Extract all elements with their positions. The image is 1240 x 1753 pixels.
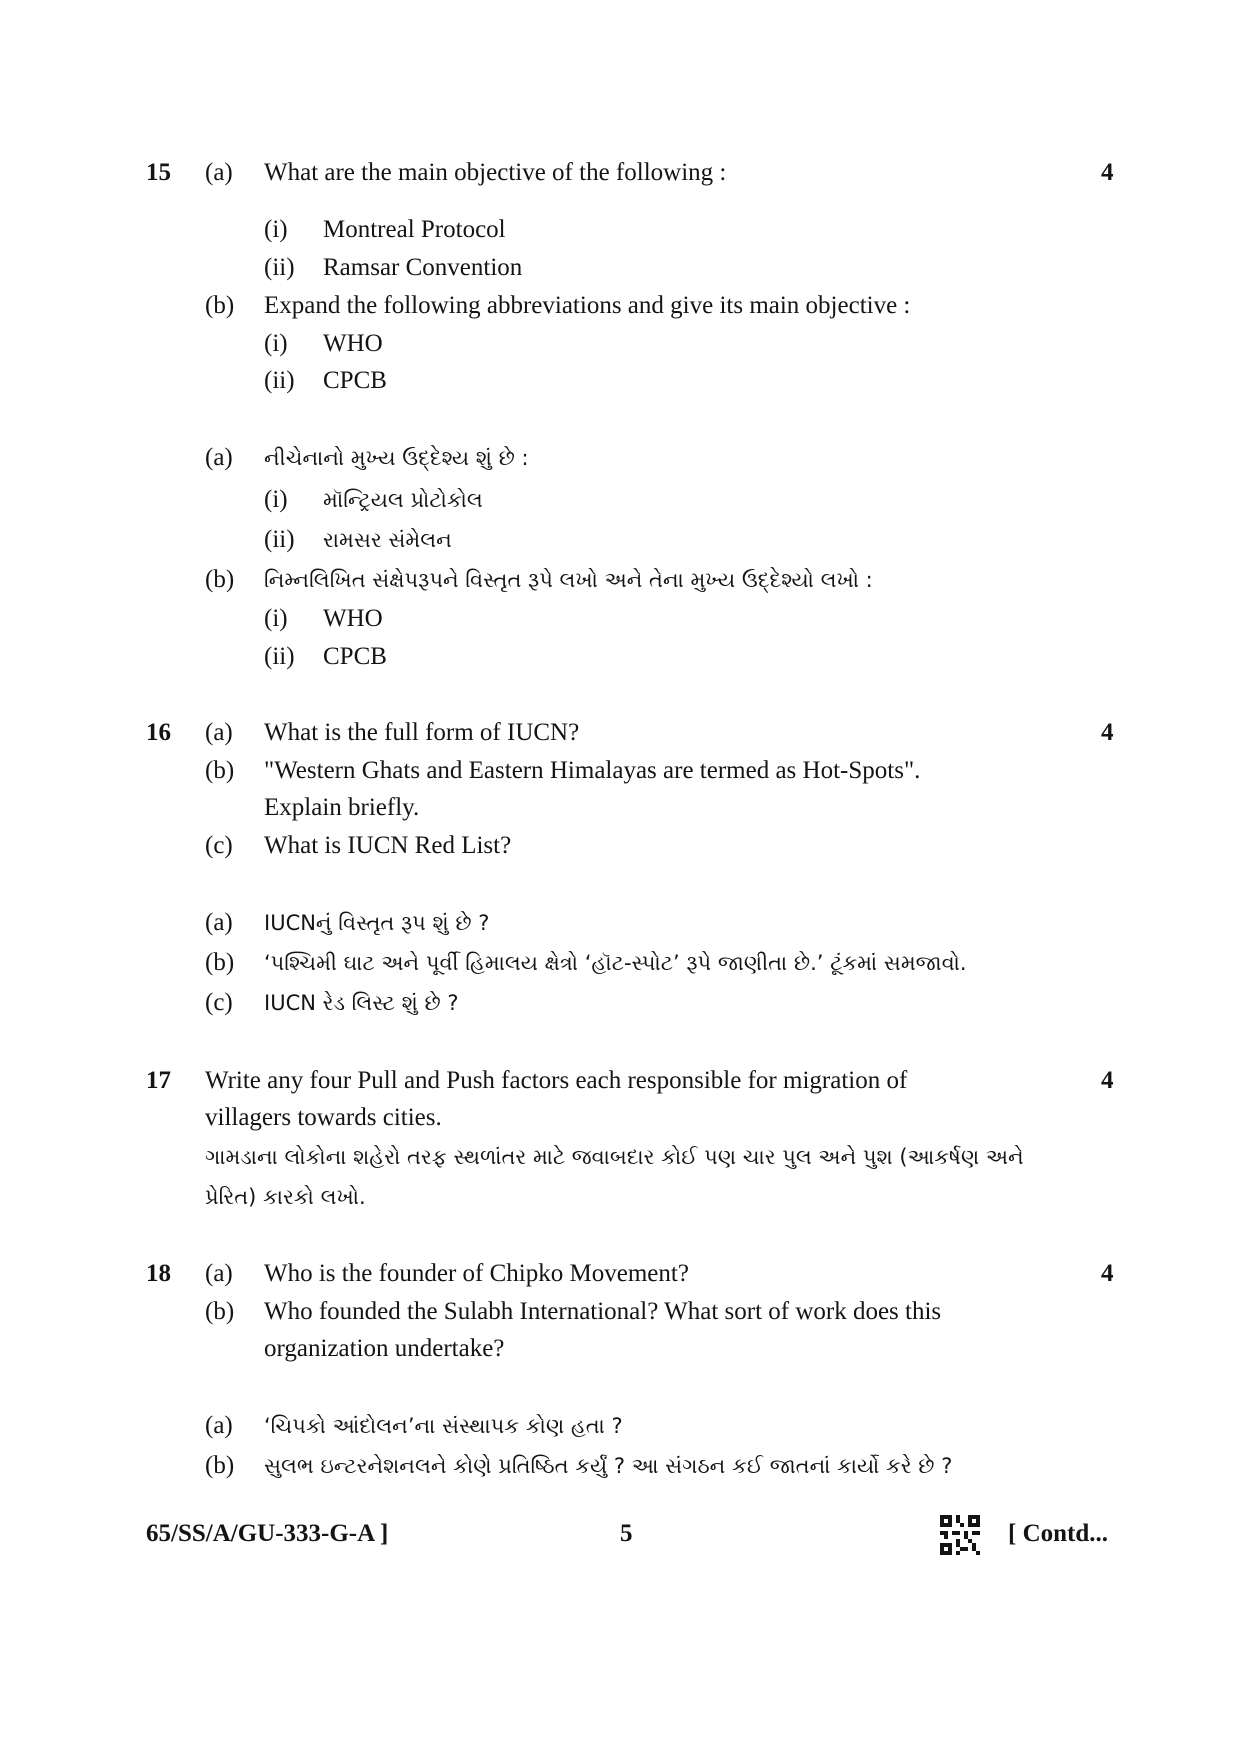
q16-gu-b-text: ‘પશ્ચિમી ઘાટ અને પૂર્વી હિમાલય ક્ષેત્રો ‘હૉટ-સ્પોટ’ રૂપે જાણીતા છે.’ ટૂંકમાં સમજાવો. [264, 951, 967, 975]
q15-b-label: (b) [205, 292, 235, 319]
q16-c-label: (c) [205, 832, 233, 859]
q16-a-text: What is the full form of IUCN? [264, 719, 580, 746]
q16-gu-b-label: (b) [205, 949, 235, 976]
q18-marks: 4 [1101, 1260, 1114, 1287]
q17-text-line1: Write any four Pull and Push factors each responsible for migration of [205, 1067, 908, 1094]
q17-gu-line2: પ્રેરિત) કારકો લખો. [205, 1185, 366, 1209]
q15-gu-b-text: નિમ્નલિખિત સંક્ષેપરૂપને વિસ્તૃત રૂપે લખો અને તેના મુખ્ય ઉદ્દેશ્યો લખો : [264, 568, 873, 592]
q16-marks: 4 [1101, 719, 1114, 746]
q16-c-text: What is IUCN Red List? [264, 832, 512, 859]
q15-gu-a-text: નીચેનાનો મુખ્ય ઉદ્દેશ્ય શું છે : [264, 446, 529, 470]
q15-a-text: What are the main objective of the following : [264, 159, 727, 186]
q15-gu-a-label: (a) [205, 444, 233, 471]
q18-gu-a-label: (a) [205, 1412, 233, 1439]
q16-gu-a-text: IUCNનું વિસ્તૃત રૂપ શું છે ? [264, 911, 490, 935]
q18-b-text-line1: Who founded the Sulabh International? What sort of work does this [264, 1298, 942, 1325]
q16-gu-a-label: (a) [205, 909, 233, 936]
q16-gu-c-label: (c) [205, 989, 233, 1016]
q15-gu-b-label: (b) [205, 566, 235, 593]
q15-b-i-text: WHO [323, 330, 383, 357]
page-number: 5 [620, 1520, 633, 1547]
q18-b-label: (b) [205, 1298, 235, 1325]
q18-a-text: Who is the founder of Chipko Movement? [264, 1260, 689, 1287]
q15-gu-b-i-text: WHO [323, 605, 383, 632]
q16-a-label: (a) [205, 719, 233, 746]
q18-gu-b-text: સુલભ ઇન્ટરનેશનલને કોણે પ્રતિષ્ઠિત કર્યું ? આ સંગઠન કઈ જાતનાં કાર્યો કરે છે ? [264, 1454, 953, 1478]
q15-marks: 4 [1101, 159, 1114, 186]
q18-b-text-line2: organization undertake? [264, 1335, 505, 1362]
q17-gu-line1: ગામડાના લોકોના શહેરો તરફ સ્થળાંતર માટે જવાબદાર કોઈ પણ ચાર પુલ અને પુશ (આકર્ષણ અને [205, 1145, 1024, 1169]
q18-gu-b-label: (b) [205, 1452, 235, 1479]
q15-a-ii-text: Ramsar Convention [323, 254, 523, 281]
paper-code: 65/SS/A/GU-333-G-A ] [146, 1520, 389, 1547]
q15-gu-b-ii-label: (ii) [264, 643, 295, 670]
q15-gu-a-ii-text: રામસર સંમેલન [323, 528, 452, 552]
q15-a-ii-label: (ii) [264, 254, 295, 281]
qr-code-icon [940, 1515, 980, 1555]
q16-gu-c-text: IUCN રેડ લિસ્ટ શું છે ? [264, 991, 459, 1015]
q16-number: 16 [146, 719, 171, 746]
q15-a-label: (a) [205, 159, 233, 186]
q15-number: 15 [146, 159, 171, 186]
q15-b-i-label: (i) [264, 330, 288, 357]
q18-gu-a-text: ‘ચિપકો આંદોલન’ના સંસ્થાપક કોણ હતા ? [264, 1414, 623, 1438]
q15-b-ii-text: CPCB [323, 367, 387, 394]
q16-b-label: (b) [205, 757, 235, 784]
q18-a-label: (a) [205, 1260, 233, 1287]
q15-gu-b-i-label: (i) [264, 605, 288, 632]
q18-number: 18 [146, 1260, 171, 1287]
q15-b-text: Expand the following abbreviations and give its main objective : [264, 292, 911, 319]
q17-marks: 4 [1101, 1067, 1114, 1094]
q15-gu-a-ii-label: (ii) [264, 526, 295, 553]
q15-b-ii-label: (ii) [264, 367, 295, 394]
continued-label: [ Contd... [1008, 1520, 1109, 1547]
q16-b-text-line1: "Western Ghats and Eastern Himalayas are termed as Hot-Spots". [264, 757, 921, 784]
q15-gu-a-i-text: મૉન્ટ્રિયલ પ્રોટોકોલ [323, 488, 483, 512]
q16-b-text-line2: Explain briefly. [264, 794, 420, 821]
q17-text-line2: villagers towards cities. [205, 1104, 442, 1131]
q17-number: 17 [146, 1067, 171, 1094]
q15-gu-b-ii-text: CPCB [323, 643, 387, 670]
q15-a-i-text: Montreal Protocol [323, 216, 506, 243]
q15-gu-a-i-label: (i) [264, 486, 288, 513]
q15-a-i-label: (i) [264, 216, 288, 243]
